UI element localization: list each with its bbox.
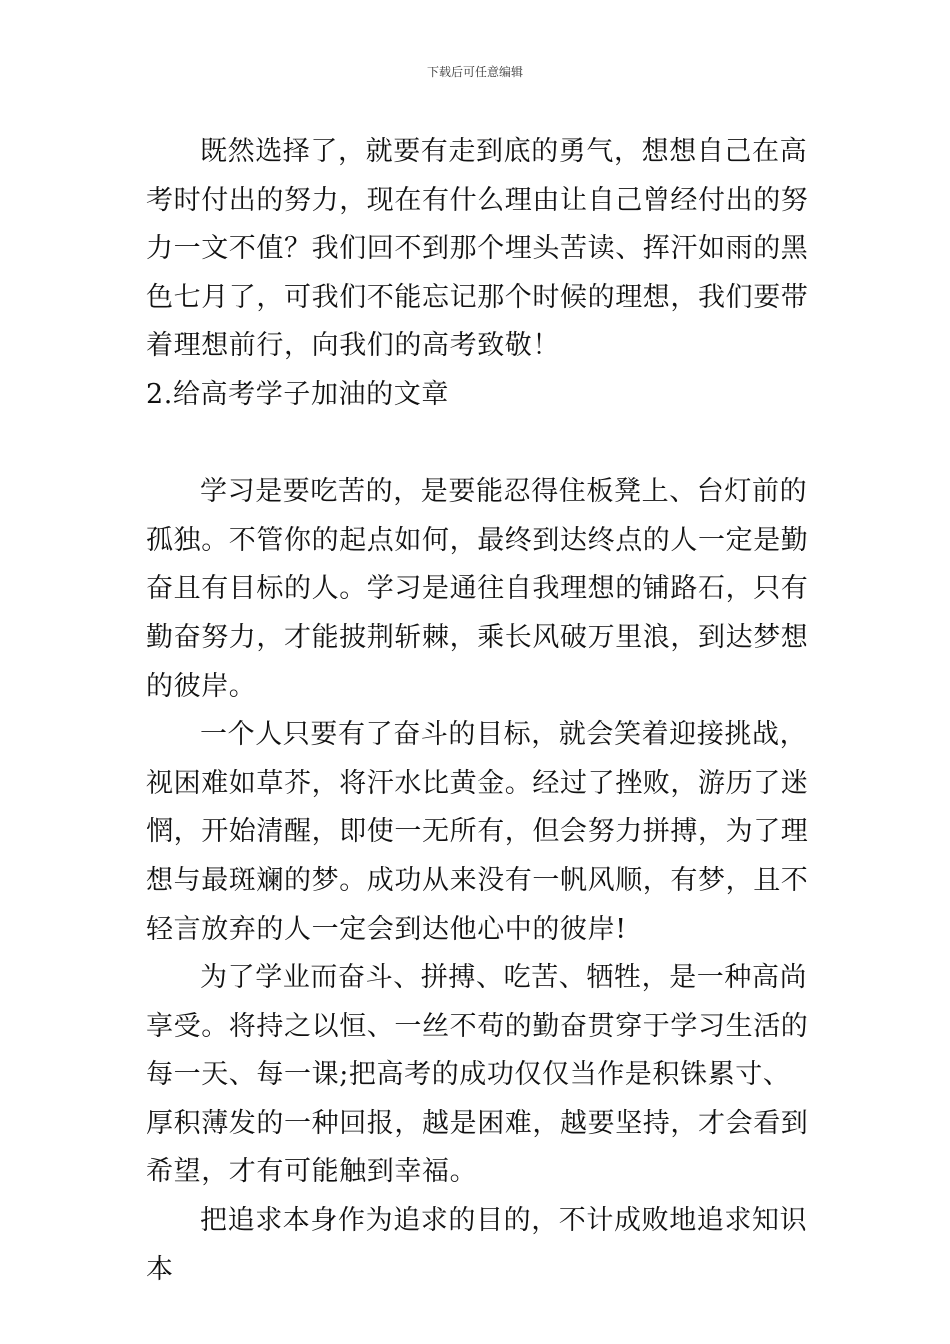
paragraph-2: 学习是要吃苦的，是要能忍得住板凳上、台灯前的孤独。不管你的起点如何，最终到达终点的人一定是勤奋且有目标的人。学习是通往自我理想的铺路石，只有勤奋努力，才能披荆斩棘，乘长风破万里浪，到达梦想的彼岸。 [146, 476, 809, 702]
blank-line [146, 420, 810, 469]
document-body [146, 128, 810, 1294]
paragraph-1: 既然选择了，就要有走到底的勇气，想想自己在高考时付出的努力，现在有什么理由让自己曾经付出的努力一文不值？我们回不到那个埋头苦读、挥汗如雨的黑色七月了，可我们不能忘记那个时候的理想，我们要带着理想前行，向我们的高考致敬！ [146, 136, 809, 362]
section-heading: 2.给高考学子加油的文章 [146, 378, 449, 410]
page-header: 下载后可任意编辑 [426, 65, 523, 79]
paragraph-3: 一个人只要有了奋斗的目标，就会笑着迎接挑战，视困难如草芥，将汗水比黄金。经过了挫败，游历了迷惘，开始清醒，即使一无所有，但会努力拼搏，为了理想与最斑斓的梦。成功从来没有一帆风顺，有梦，且不轻言放弃的人一定会到达他心中的彼岸! [146, 719, 809, 945]
paragraph-4: 为了学业而奋斗、拼搏、吃苦、牺牲，是一种高尚享受。将持之以恒、一丝不苟的勤奋贯穿于学习生活的每一天、每一课;把高考的成功仅仅当作是积铢累寸、厚积薄发的一种回报，越是困难，越要坚持，才会看到希望，才有可能触到幸福。 [146, 962, 809, 1188]
paragraph-5: 把追求本身作为追求的目的，不计成败地追求知识本 [146, 1205, 808, 1285]
